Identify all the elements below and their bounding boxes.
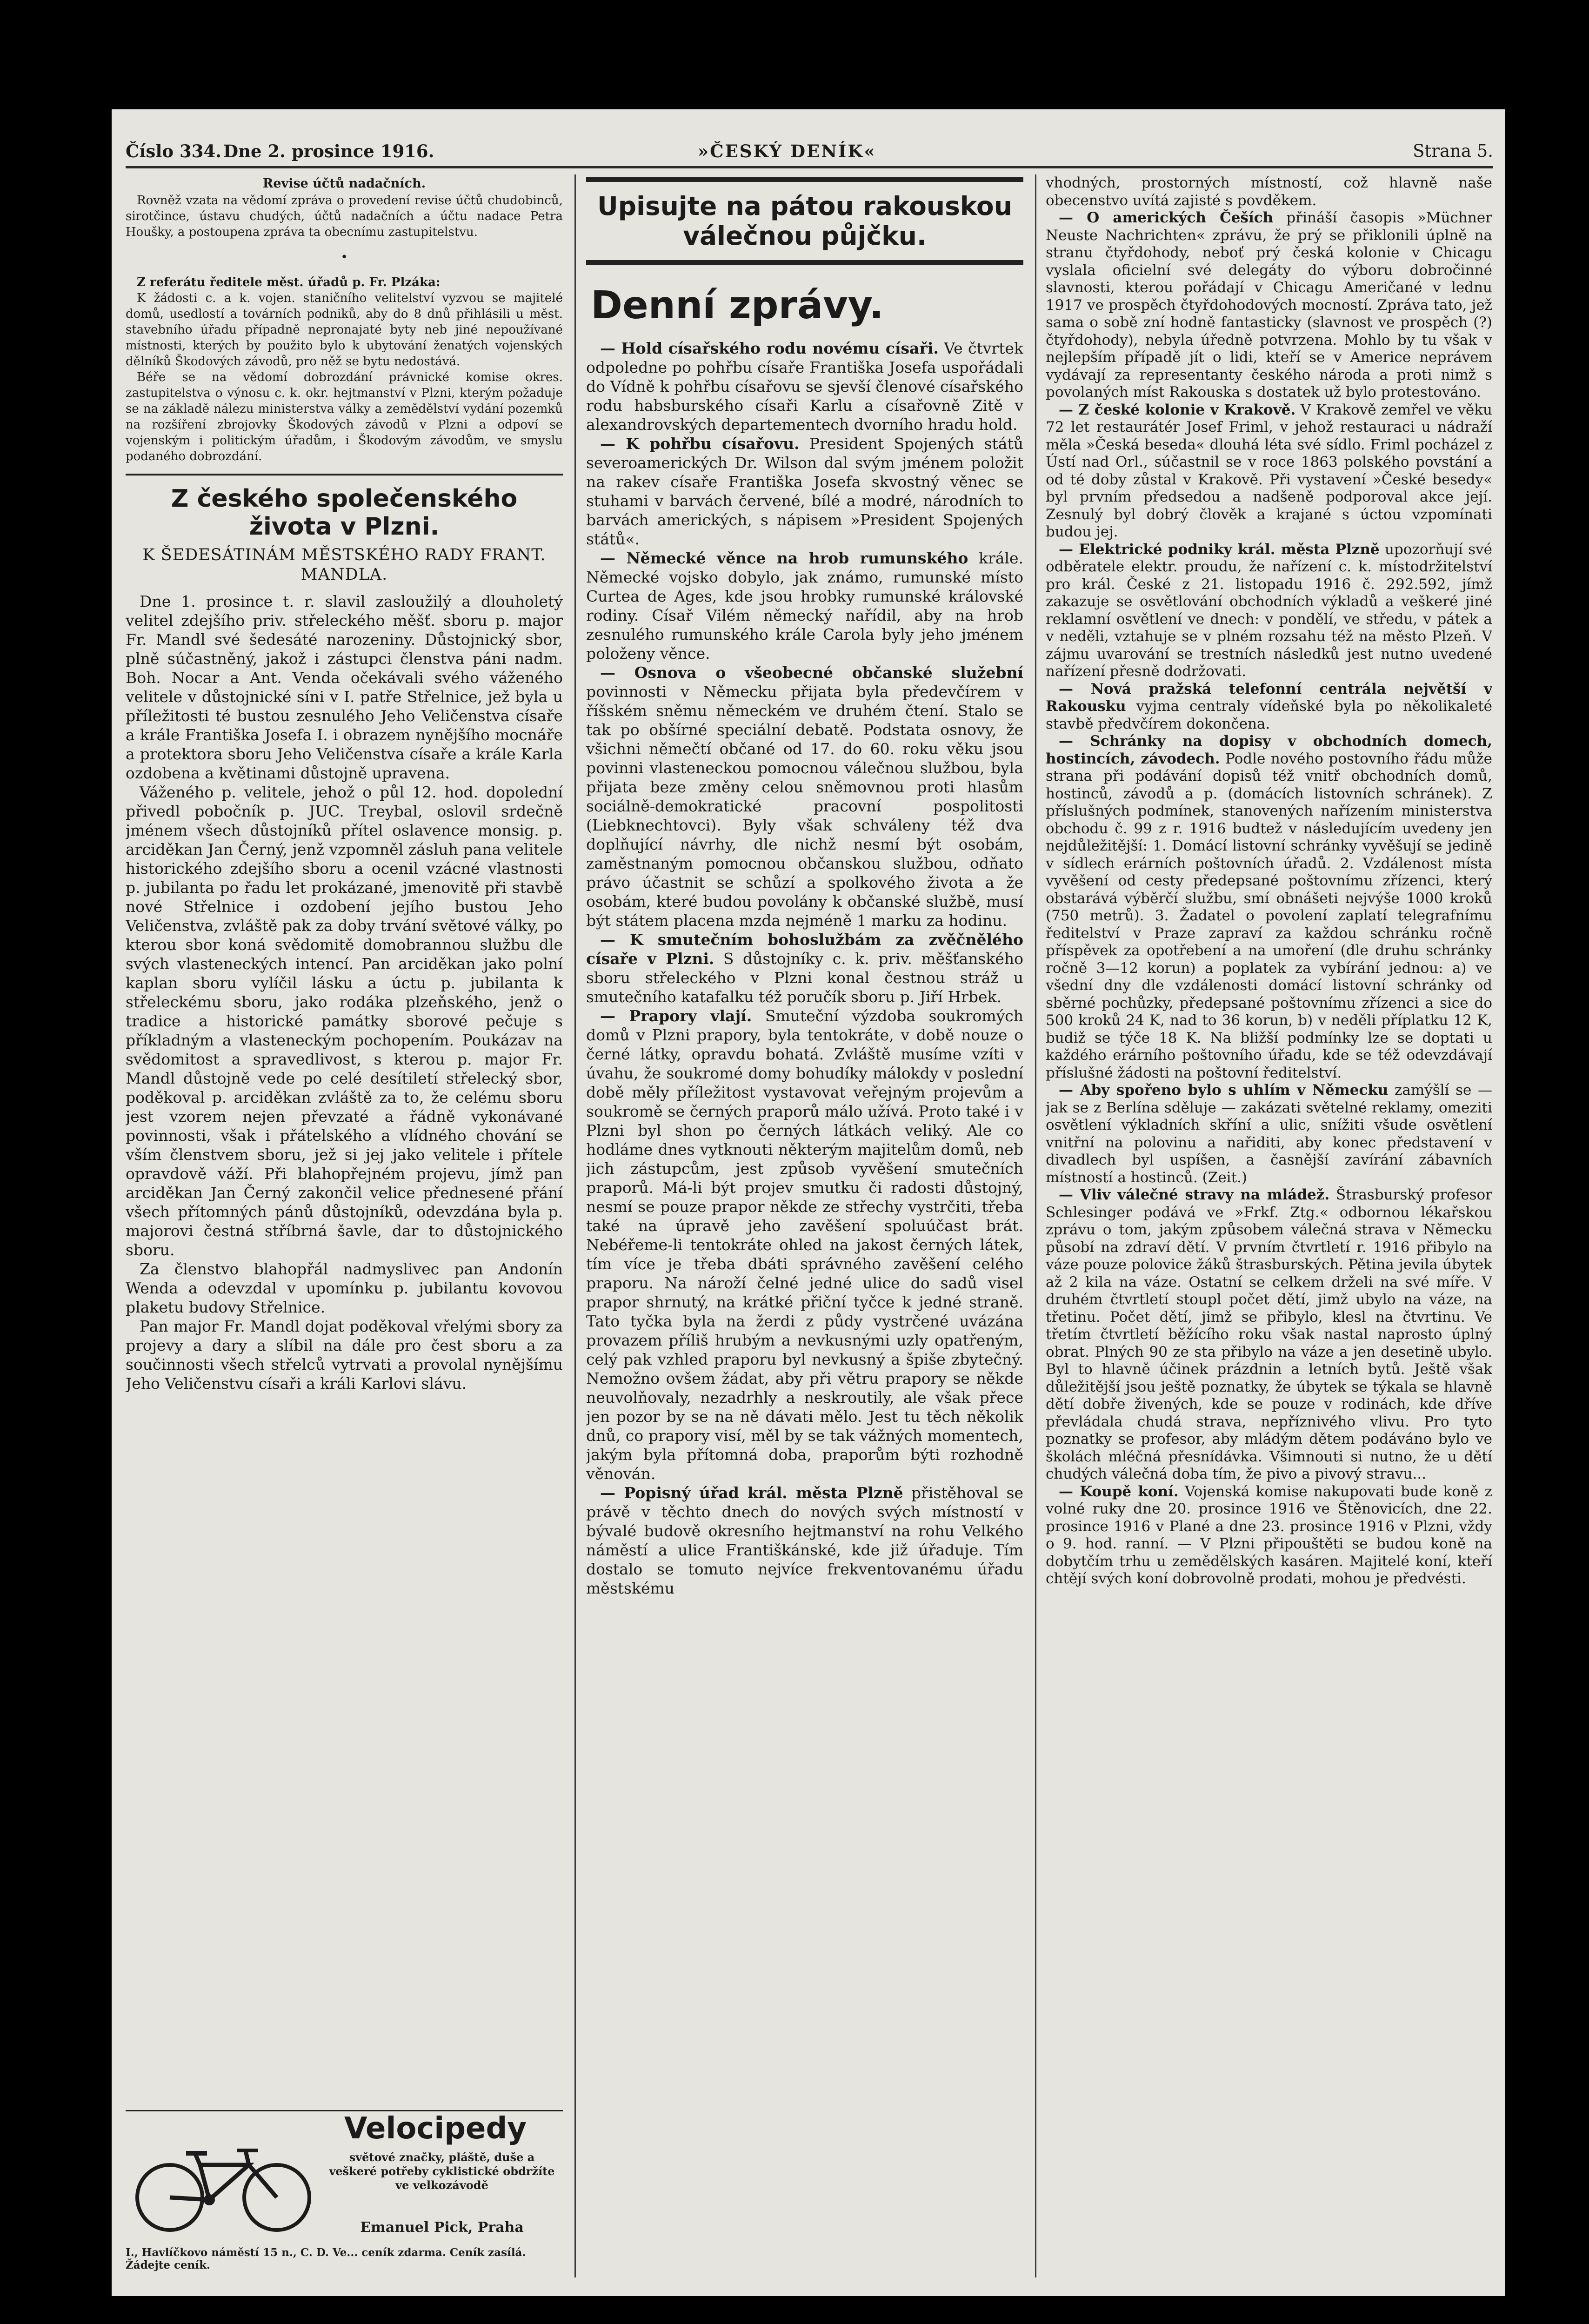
article-paragraph: Za členstvo blahopřál nadmyslivec pan Andonín Wenda a odevzdal v upomínku p. jubilantu kovovou plaketu budovy Střelnice. <box>126 1260 563 1316</box>
news-heading: — Vliv válečné stravy na mládež. <box>1059 1186 1330 1203</box>
column-rule <box>1035 174 1036 2277</box>
news-heading: — K pohřbu císařovu. <box>600 435 800 453</box>
newspaper-title: »ČESKÝ DENÍK« <box>698 141 876 161</box>
column-rule <box>574 174 576 2277</box>
section-heading: Z českého společenského života v Plzni. <box>171 485 518 541</box>
news-text: S důstojníky c. k. priv. měšťanského sboru střeleckého v Plzni konal čestnou stráž u smutečního katafalku též poručík sboru p. Jiří Hrbek. <box>586 950 1023 1006</box>
news-heading: — Hold císařského rodu novému císaři. <box>600 339 939 357</box>
news-text: Smuteční výzdoba soukromých domů v Plzni prapory, byla tentokráte, v době nouze o černé látky, opravdu bohatá. Zvláště musíme vzíti v úvahu, že soukromé domy bohudíky málokdy v poslední době měly příležitost vystavovat veřejným projevům a soukromě se černých praporů málo užívá. Proto také i v Plzni byl shon po černých látkách veliký. Ale co hodláme dnes vytknouti některým majitelům domů, neb jich zástupcům, jest způsob vyvěšení smutečních praporů. Má-li být projev smutku či radosti důstojný, nesmí se pouze prapor někde ze střechy vystrčiti, třeba také na úpravě jeho zavěšení spoluúčast brát. Nebéřeme-li tentokráte ohled na jakost černých látek, tím více je třeba dbáti správného zavěšení celého praporu. Na nároží čelné jedné ulice do sadů visel prapor shrnutý, na krátké přiční tyčce k jedné straně. Tato tyčka byla na žerdi z půdy vystrčené uvázána provazem příliš hrubým a nevkusnými uzly opatřeným, celý pak vzhled praporu byl nevkusný a špiše zbytečný. Nemožno ovšem žádat, aby při větru prapory se někde neuvolňovaly, nezadrhly a neskroutily, ale však přece jen pozor by se na ně dávati mělo. Jest tu těch několik dnů, co prapory visí, měl by se tak vážných momentech, jakým byla přítomná doba, praporům býti rozhodně věnován. <box>586 1007 1023 1483</box>
war-loan-banner: Upisujte na pátou rakouskou válečnou půjčku. <box>586 177 1023 265</box>
news-heading: — Schránky na dopisy v obchodních domech, hostincích, závodech. <box>1046 733 1492 767</box>
news-heading: — Koupě koní. <box>1059 1483 1179 1500</box>
news-text: krále. Německé vojsko dobylo, jak známo, rumunské místo Curtea de Ages, kde jsou hrobky rumunské královské rodiny. Císař Vilém německý nařídil, aby na hrob zesnulého rumunského krále Carola byly jeho jménem položeny věnce. <box>586 549 1023 663</box>
bicycle-advertisement <box>126 2110 563 2276</box>
news-text: vyjma centraly vídeňské byla po několikaleté stavbě předvčírem dokončena. <box>1046 698 1492 732</box>
news-heading: — K smutečním bohoslužbám za zvěčnělého císaře v Plzni. <box>586 931 1023 968</box>
section-rule <box>126 474 563 476</box>
news-heading: — Popisný úřad král. města Plzně <box>600 1484 903 1502</box>
article-paragraph: Váženého p. velitele, jehož o půl 12. hod. dopolední přivedl pobočník p. JUC. Treybal, oslovil srdečně jménem všech důstojníků přítel oslavence monsig. p. arciděkan Jan Černý, jenž vzpomněl zásluh pana velitele historického zdejšího sboru a ocenil vzácné vlastnosti p. jubilanta po řadu let prokázané, jmenovitě při stavbě nové Střelnice i ozdobení jejího bustou Jeho Veličenstva, zvláště pak za doby trvání světové války, po kterou sbor koná svědomitě domobrannou službu dle svých vlasteneckých intencí. Pan arciděkan jako polní kaplan sboru vylíčil lásku a úctu p. jubilanta k střeleckému sboru, jako rodáka plzeňského, jenž o tradice a historické památky sborové pečuje s příkladným a vlasteneckým pochopením. Poukázav na svědomitost a spravedlivost, s kterou p. major Fr. Mandl důstojně vede po celé desítiletí střelecký sbor, poděkoval p. arciděkan zvláště za to, že celému sboru jest vzorem nejen převzaté a řádně vykonávané povinnosti, však i přátelského a vlídného chování se vším členstvem sboru, jež si jej jako velitele i přítele opravdově váží. Při blahopřejném projevu, jímž pan arciděkan Jan Černý zakončil velice přednesené přání všech přítomných pánů důstojníků, odevzdána byla p. majorovi čestná stříbrná šavle, dar to důstojnického sboru. <box>126 783 563 1259</box>
news-heading: — Z české kolonie v Krakově. <box>1059 401 1296 418</box>
separator-star: • <box>340 250 348 264</box>
masthead <box>126 137 1493 165</box>
column-right <box>1046 174 1492 2277</box>
ad-address: I., Havlíčkovo náměstí 15 n., C. D. Ve... ceník zdarma. Ceník zasílá. Žádejte ceník. <box>126 2246 526 2271</box>
article-paragraph: Pan major Fr. Mandl dojat poděkoval vřelými sbory za projevy a dary a slíbil na dále pro čest sboru a za součinnosti všech střelců vytrvati a provolal nynějšímu Jeho Veličenstvu císaři a králi Karlovi slávu. <box>126 1317 563 1393</box>
newspaper-page <box>112 109 1505 2296</box>
news-text: Vojenská komise nakupovati bude koně z volné ruky dne 20. prosince 1916 ve Štěnovicích, dne 22. prosince 1916 v Plané a dne 23. prosince 1916 v Plzni, vždy o 9. hod. ranní. — V Plzni připouštěti se budou koně na dobytčím trhu u zemědělských kasáren. Majitelé koní, kteří chtějí svých koní dobrovolně prodati, mohou je předvésti. <box>1046 1483 1492 1587</box>
article-paragraph: Dne 1. prosince t. r. slavil zasloužilý a dlouholetý velitel zdejšího priv. střeleckého měšť. sboru p. major Fr. Mandl své šedesáté narozeniny. Důstojnický sbor, plně súčastněný, jakož i zástupci členstva páni nadm. Boh. Nocar a Ant. Venda očekávali svého váženého velitele v důstojnické síni v I. patře Střelnice, jež byla u příležitosti té bustou zesnulého Jeho Veličenstva císaře a krále Františka Josefa I. i obrazem nynějšího mocnáře a protektora sboru Jeho Veličenstva císaře a krále Karla ozdobena a květinami důstojně upravena. <box>126 592 563 782</box>
column-middle <box>586 174 1023 2277</box>
referat-paragraph: K žádosti c. a k. vojen. staničního velitelství vyzvou se majitelé domů, usedlostí a továrních podniků, aby do 8 dnů přihlásili u měst. stavebního úřadu případně nepronajaté byty neb jiné nepoužívané místnosti, kterých by použito bylo k ubytování ženatých vojenských dělníků Škodových závodů, pro něž se bytu nedostává. <box>126 291 563 368</box>
issue-date: Dne 2. prosince 1916. <box>223 141 434 161</box>
news-heading: — Nová pražská telefonní centrála největší v Rakousku <box>1046 680 1492 715</box>
news-heading: — O amerických Češích <box>1059 209 1274 226</box>
ad-title: Velocipedy <box>344 2111 527 2146</box>
news-heading: — Německé věnce na hrob rumunského <box>600 549 968 567</box>
news-text: Ve čtvrtek odpoledne po pohřbu císaře Františka Josefa uspořádali do Vídně k pohřbu císařovu se sjevší členové císařského rodu habsburského císaři Karlu a císařovně Zitě v alexandrovských departementech dvorního hradu hold. <box>586 339 1023 434</box>
revise-heading: Revise účtů nadačních. <box>262 176 426 191</box>
ad-text: světové značky, pláště, duše a veškeré potřeby cyklistické obdržíte ve velkozávodě <box>329 2150 555 2192</box>
referat-heading: Z referátu ředitele měst. úřadů p. Fr. Plzáka: <box>137 275 441 289</box>
news-heading: — Prapory vlají. <box>600 1007 752 1025</box>
news-text: zamýšlí se — jak se z Berlína sděluje — zakázati světelné reklamy, omeziti osvětlení výkladních skříní a ulic, snížiti všude osvětlení vnitřní na polovinu a nařiditi, aby konec představení v divadlech byl uspíšen, a časnější zavírání zábavních místností a hostinců. (Zeit.) <box>1046 1082 1492 1186</box>
issue-number: Číslo 334. <box>126 141 222 161</box>
bicycle-icon <box>130 2144 316 2232</box>
referat-paragraph: Béře se na vědomí dobrozdání právnické komise okres. zastupitelstva o výnosu c. k. okr. hejtmanství v Plzni, kterým požaduje se na základě nálezu ministerstva války a zemědělství vydání pozemků na rozšíření zbrojovky Škodových závodů v Plzni a odpoví se vojenským i politickým úřadům, i Škodovým závodům, ve smyslu podaného dobrozdání. <box>126 370 563 463</box>
revise-text: Rovněž vzata na vědomí zpráva o provedení revise účtů chudobinců, sirotčince, ústavu chudých, účtů nadačních a účtu nadace Petra Houšky, a postoupena zpráva ta obecnímu zastupitelstvu. <box>126 194 563 239</box>
masthead-rule <box>126 166 1493 168</box>
news-text: Podle nového postovního řádu může strana při podávání dopisů též vnitř obchodních domů, hostinců, závodů a p. (domácích listovních schránek). Z příslušných podmínek, stanovených nařízením ministerstva obchodu č. 99 z r. 1916 budtež v následujícím uvedeny jen nejdůležitější: 1. Domácí listovní schránky vyvěšují se jedině v sídlech erárních poštovních úřadů. 2. Vzdálenost místa vyvěšení od cesty předepsané poštovnímu zřízenci, který obstarává výběrčí službu, smí obnášeti nejvýše 1000 kroků (750 metrů). 3. Žadatel o povolení zaplatí telegrafnímu ředitelství v Praze zapraví za každou schránku ročně příspěvek za opotřebení a na umoření (dle druhu schránky ročně 3—12 korun) a poplatek za vybírání jednou: a) ve všední dny dle vzdálenosti domácí listovní schránky od sběrné pochůzky, předepsané poštovnímu zřízenci a sice do 500 kroků 24 K, nad to 36 korun, b) v neděli příplatku 12 K, budiž se týče 18 K. Na bližší podmínky lze se doptati u každého erárního poštovního úřadu, kde se též odevzdávají příslušné žádosti na poštovní ředitelství. <box>1046 750 1492 1081</box>
news-text: povinnosti v Německu přijata byla předevčírem v říšském sněmu německém ve druhém čtení. Stalo se tak po obšírné speciální debatě. Podstata osnovy, že všichni němečtí občané od 17. do 60. roku věku jsou povinni vlasteneckou pomocnou válečnou službou, byla přijata beze změny celou sněmovnou proti hlasům sociálně-demokratické pracovní pospolitosti (Liebknechtovci). Byly však schváleny též dva doplňující návrhy, dle nichž nesmí být osobám, zaměstnaným pomocnou občanskou službou, odňato právo účastnit se schůzí a spolkového života a že osobám, které budou povolány k občanské službě, musí být státem placena mzda nejméně 1 marku za hodinu. <box>586 683 1023 930</box>
news-text: vhodných, prostorných místností, což hlavně naše obecenstvo uvítá zajisté s povděkem. <box>1046 174 1492 209</box>
ad-firm: Emanuel Pick, Praha <box>360 2219 524 2236</box>
news-text: přistěhoval se právě v těchto dnech do nových svých místností v bývalé budově okresního hejtmanství na rohu Velkého náměstí a ulice Františkánské, kde již úřaduje. Tím dostalo se tomuto nejvíce frekventovanému úřadu městskému <box>586 1484 1023 1597</box>
section-heading: Denní zprávy. <box>591 283 884 328</box>
news-heading: — Elektrické podniky král. města Plzně <box>1059 541 1380 558</box>
column-left <box>126 174 563 2277</box>
page-number: Strana 5. <box>1413 141 1493 161</box>
section-subheading: K ŠEDESÁTINÁM MĚSTSKÉHO RADY FRANT. MANDLA. <box>142 546 546 584</box>
news-text: V Krakově zemřel ve věku 72 let restaurátér Josef Friml, v jehož restauraci u nádraží měla »Česká beseda« dlouhá léta své sídlo. Friml pocházel z Ústí nad Orl., súčastnil se v roce 1863 polského povstání a od té doby zůstal v Krakově. Při vystavení »České besedy« byl prvním předsedou a nadšeně podporoval akce její. Zesnulý byl dobrý člověk a krajané s úctou vzpomínati budou jej. <box>1046 401 1492 540</box>
news-text: President Spojených států severoamerických Dr. Wilson dal svým jménem položit na rakev císaře Františka Josefa skvostný věnec se stuhami v barvách červené, bílé a modré, národních to barvách amerických, s nápisem »President Spojených států«. <box>586 435 1023 548</box>
news-heading: — Osnova o všeobecné občanské služební <box>600 663 1023 682</box>
news-text: přináší časopis »Müchner Neuste Nachrichten« zprávu, že prý se přiklonili úplně na stranu čtyřdohody, neboť prý česká kolonie v Chicagu vyslala oficielní své delegáty do výboru dobročinné slavnosti, kterou pořádají v Chicagu Američané v lednu 1917 ve prospěch čtyřdohodových mocností. Zpráva tato, jež sama o sobě zní hodně fantasticky (slavnost ve prospěch (?) čtyřdohody), nebyla úředně potvrzena. Mohlo by tu však v nejlepším případě jít o lidi, kteří se v Americe neprávem vydávají za representanty českého národa a proti nimž s povolaných míst Rakouska s dostatek už bylo protestováno. <box>1046 209 1492 401</box>
news-text: upozorňují své odběratele elektr. proudu, že nařízení c. k. místodržitelství pro král. České z 21. listopadu 1916 č. 292.592, jímž zakazuje se osvětlování obchodních výkladů a veškeré jiné reklamní osvětlení ve dnech: v pondělí, ve středu, v pátek a v neděli, vztahuje se v plném rozsahu též na město Plzeň. V zájmu uvarování se trestních následků jest nutno uvedené nařízení přesně dodržovati. <box>1046 541 1492 680</box>
news-heading: — Aby spořeno bylo s uhlím v Německu <box>1059 1082 1389 1098</box>
news-text: Štrasburský profesor Schlesinger podává ve »Frkf. Ztg.« odbornou lékařskou zprávu o tom, jakým způsobem válečná strava v Německu působí na zdraví dětí. V prvním čtvrtletí r. 1916 přibylo na váze pouze polovice žáků štrasburských. Pětina jevila úbytek až 2 kila na váze. Ostatní se celkem drželi na své míře. V druhém čtvrtletí stoupl počet dětí, jimž ubylo na váze, na třetinu. Počet dětí, jimž se přibylo, klesl na čtvrtinu. Ve třetím čtvrtletí běžícího roku však nastal naprosto úplný obrat. Plných 90 ze sta přibylo na váze a jen desetině ubylo. Byl to hlavně účinek prázdnin a letních bytů. Ještě však důležitější jsou ještě poznatky, že úbytek se týkala se hlavně dětí dobře živených, kde se pouze v rodinách, kde dříve převládala chudá strava, nepříznivého vlivu. Pro tyto poznatky se profesor, aby mládým dětem podáváno bylo ve školách mléčná přesnídávka. Všimnouti si nutno, že u dětí chudých válečná doba tím, že pivo a pivový stravu... <box>1046 1186 1492 1482</box>
